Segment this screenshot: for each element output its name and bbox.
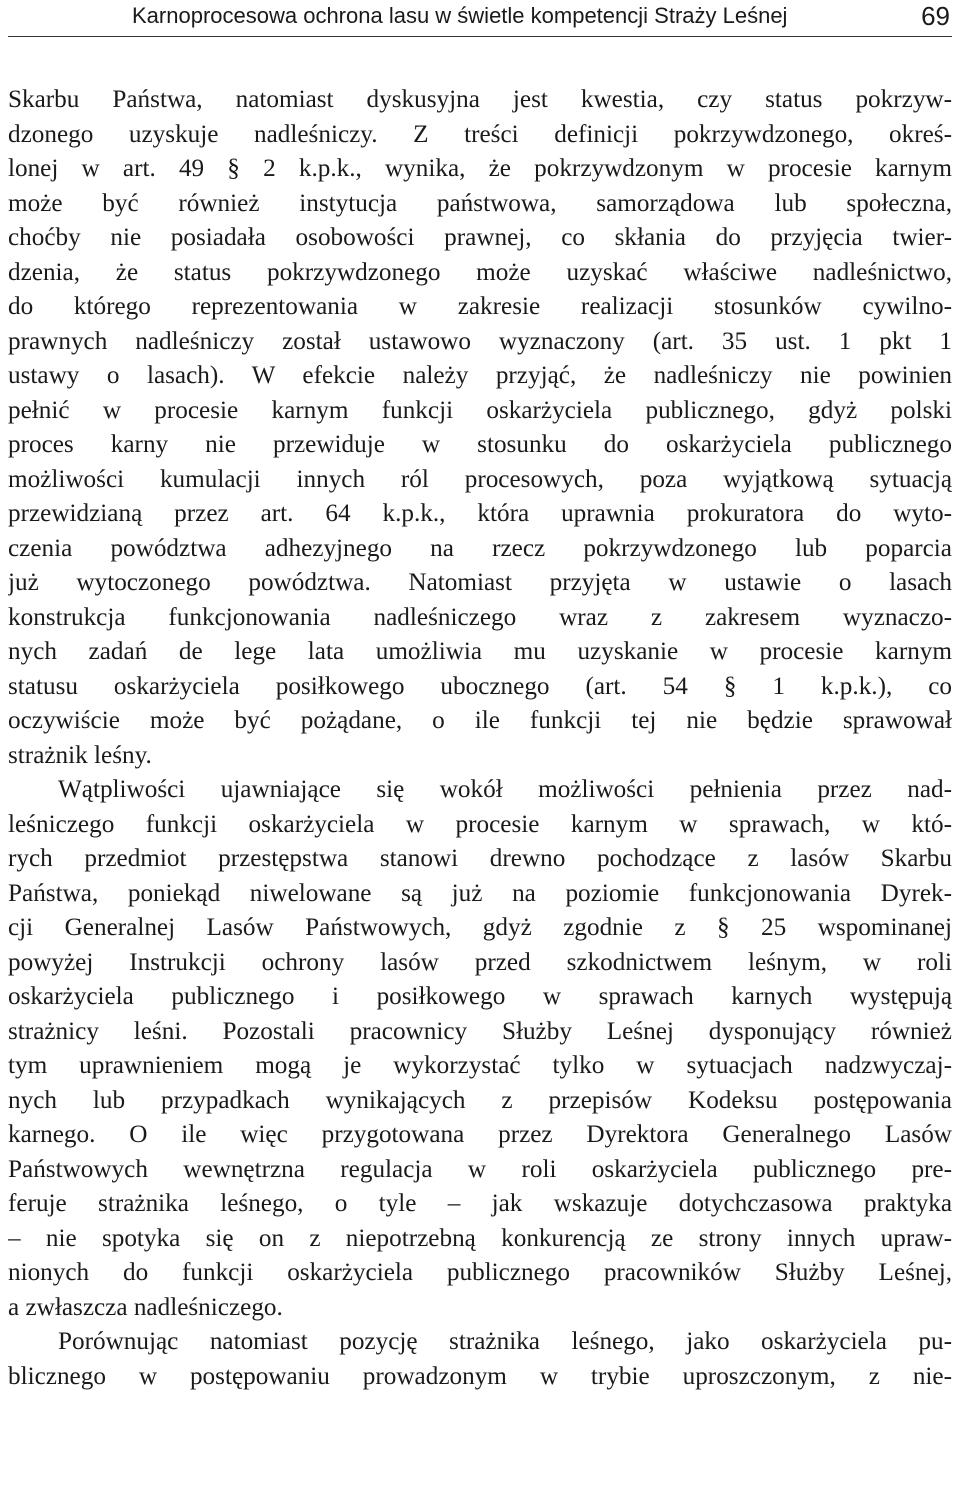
text-line: ustawy o lasach). W efekcie należy przyjąć, że nadleśniczy nie powinien [8,362,952,389]
text-line: Państwa, poniekąd niwelowane są już na poziomie funkcjonowania Dyrek- [8,879,952,907]
text-line: Państwowych wewnętrzna regulacja w roli oskarżyciela publicznego pre- [8,1155,952,1183]
text-line: prawnych nadleśniczy został ustawowo wyznaczony (art. 35 ust. 1 pkt 1 [8,327,952,355]
text-line: rych przedmiot przestępstwa stanowi drewno pochodzące z lasów Skarbu [8,845,952,872]
text-line: możliwości kumulacji innych ról procesowych, poza wyjątkową sytuacją [8,465,952,493]
page-number: 69 [921,1,950,31]
text-line: do którego reprezentowania w zakresie realizacji stosunków cywilno- [8,293,952,320]
running-title: Karnoprocesowa ochrona lasu w świetle kompetencji Straży Leśnej [132,3,788,28]
text-line: tym uprawnieniem mogą je wykorzystać tylko w sytuacjach nadzwyczaj- [8,1052,952,1079]
text-line: strażnik leśny. [8,741,152,769]
text-line: czenia powództwa adhezyjnego na rzecz pokrzywdzonego lub poparcia [8,534,952,562]
text-line: konstrukcja funkcjonowania nadleśniczego wraz z zakresem wyznaczo- [8,603,952,631]
text-line: leśniczego funkcji oskarżyciela w procesie karnym w sprawach, w któ- [8,810,952,838]
text-line: choćby nie posiadała osobowości prawnej, co skłania do przyjęcia twier- [8,224,952,251]
text-line: proces karny nie przewiduje w stosunku do oskarżyciela publicznego [8,431,952,458]
text-line: lonej w art. 49 § 2 k.p.k., wynika, że pokrzywdzonym w procesie karnym [8,155,952,182]
text-line: karnego. O ile więc przygotowana przez Dyrektora Generalnego Lasów [8,1121,952,1148]
running-header [8,0,952,37]
text-line: statusu oskarżyciela posiłkowego ubocznego (art. 54 § 1 k.p.k.), co [8,672,952,700]
text-line: feruje strażnika leśnego, o tyle – jak wskazuje dotychczasowa praktyka [8,1190,952,1217]
text-line: cji Generalnej Lasów Państwowych, gdyż zgodnie z § 25 wspominanej [8,914,952,941]
text-line: przewidzianą przez art. 64 k.p.k., która uprawnia prokuratora do wyto- [8,500,952,527]
text-line: – nie spotyka się on z niepotrzebną konkurencją ze strony innych upraw- [8,1224,952,1252]
text-line: blicznego w postępowaniu prowadzonym w trybie uproszczonym, z nie- [8,1362,952,1390]
text-line: a zwłaszcza nadleśniczego. [8,1293,283,1321]
text-line: dzenia, że status pokrzywdzonego może uzyskać właściwe nadleśnictwo, [8,258,952,286]
text-line: strażnicy leśni. Pozostali pracownicy Służby Leśnej dysponujący również [8,1017,952,1045]
text-line: pełnić w procesie karnym funkcji oskarżyciela publicznego, gdyż polski [8,396,952,424]
text-line: Skarbu Państwa, natomiast dyskusyjna jest kwestia, czy status pokrzyw- [8,86,952,113]
text-line: powyżej Instrukcji ochrony lasów przed szkodnictwem leśnym, w roli [8,948,952,976]
text-line: nych lub przypadkach wynikających z przepisów Kodeksu postępowania [8,1086,952,1114]
text-line: może być również instytucja państwowa, samorządowa lub społeczna, [8,189,952,217]
text-line: już wytoczonego powództwa. Natomiast przyjęta w ustawie o lasach [8,569,952,596]
text-line: Porównując natomiast pozycję strażnika leśnego, jako oskarżyciela pu- [58,1328,952,1355]
text-line: oskarżyciela publicznego i posiłkowego w sprawach karnych występują [8,983,952,1010]
text-line: Wątpliwości ujawniające się wokół możliwości pełnienia przez nad- [58,776,952,803]
text-line: nionych do funkcji oskarżyciela publicznego pracowników Służby Leśnej, [8,1259,952,1286]
body-text [8,83,952,1394]
text-line: dzonego uzyskuje nadleśniczy. Z treści definicji pokrzywdzonego, okreś- [8,120,952,148]
text-line: nych zadań de lege lata umożliwia mu uzyskanie w procesie karnym [8,638,952,665]
text-line: oczywiście może być pożądane, o ile funkcji tej nie będzie sprawował [8,707,952,734]
